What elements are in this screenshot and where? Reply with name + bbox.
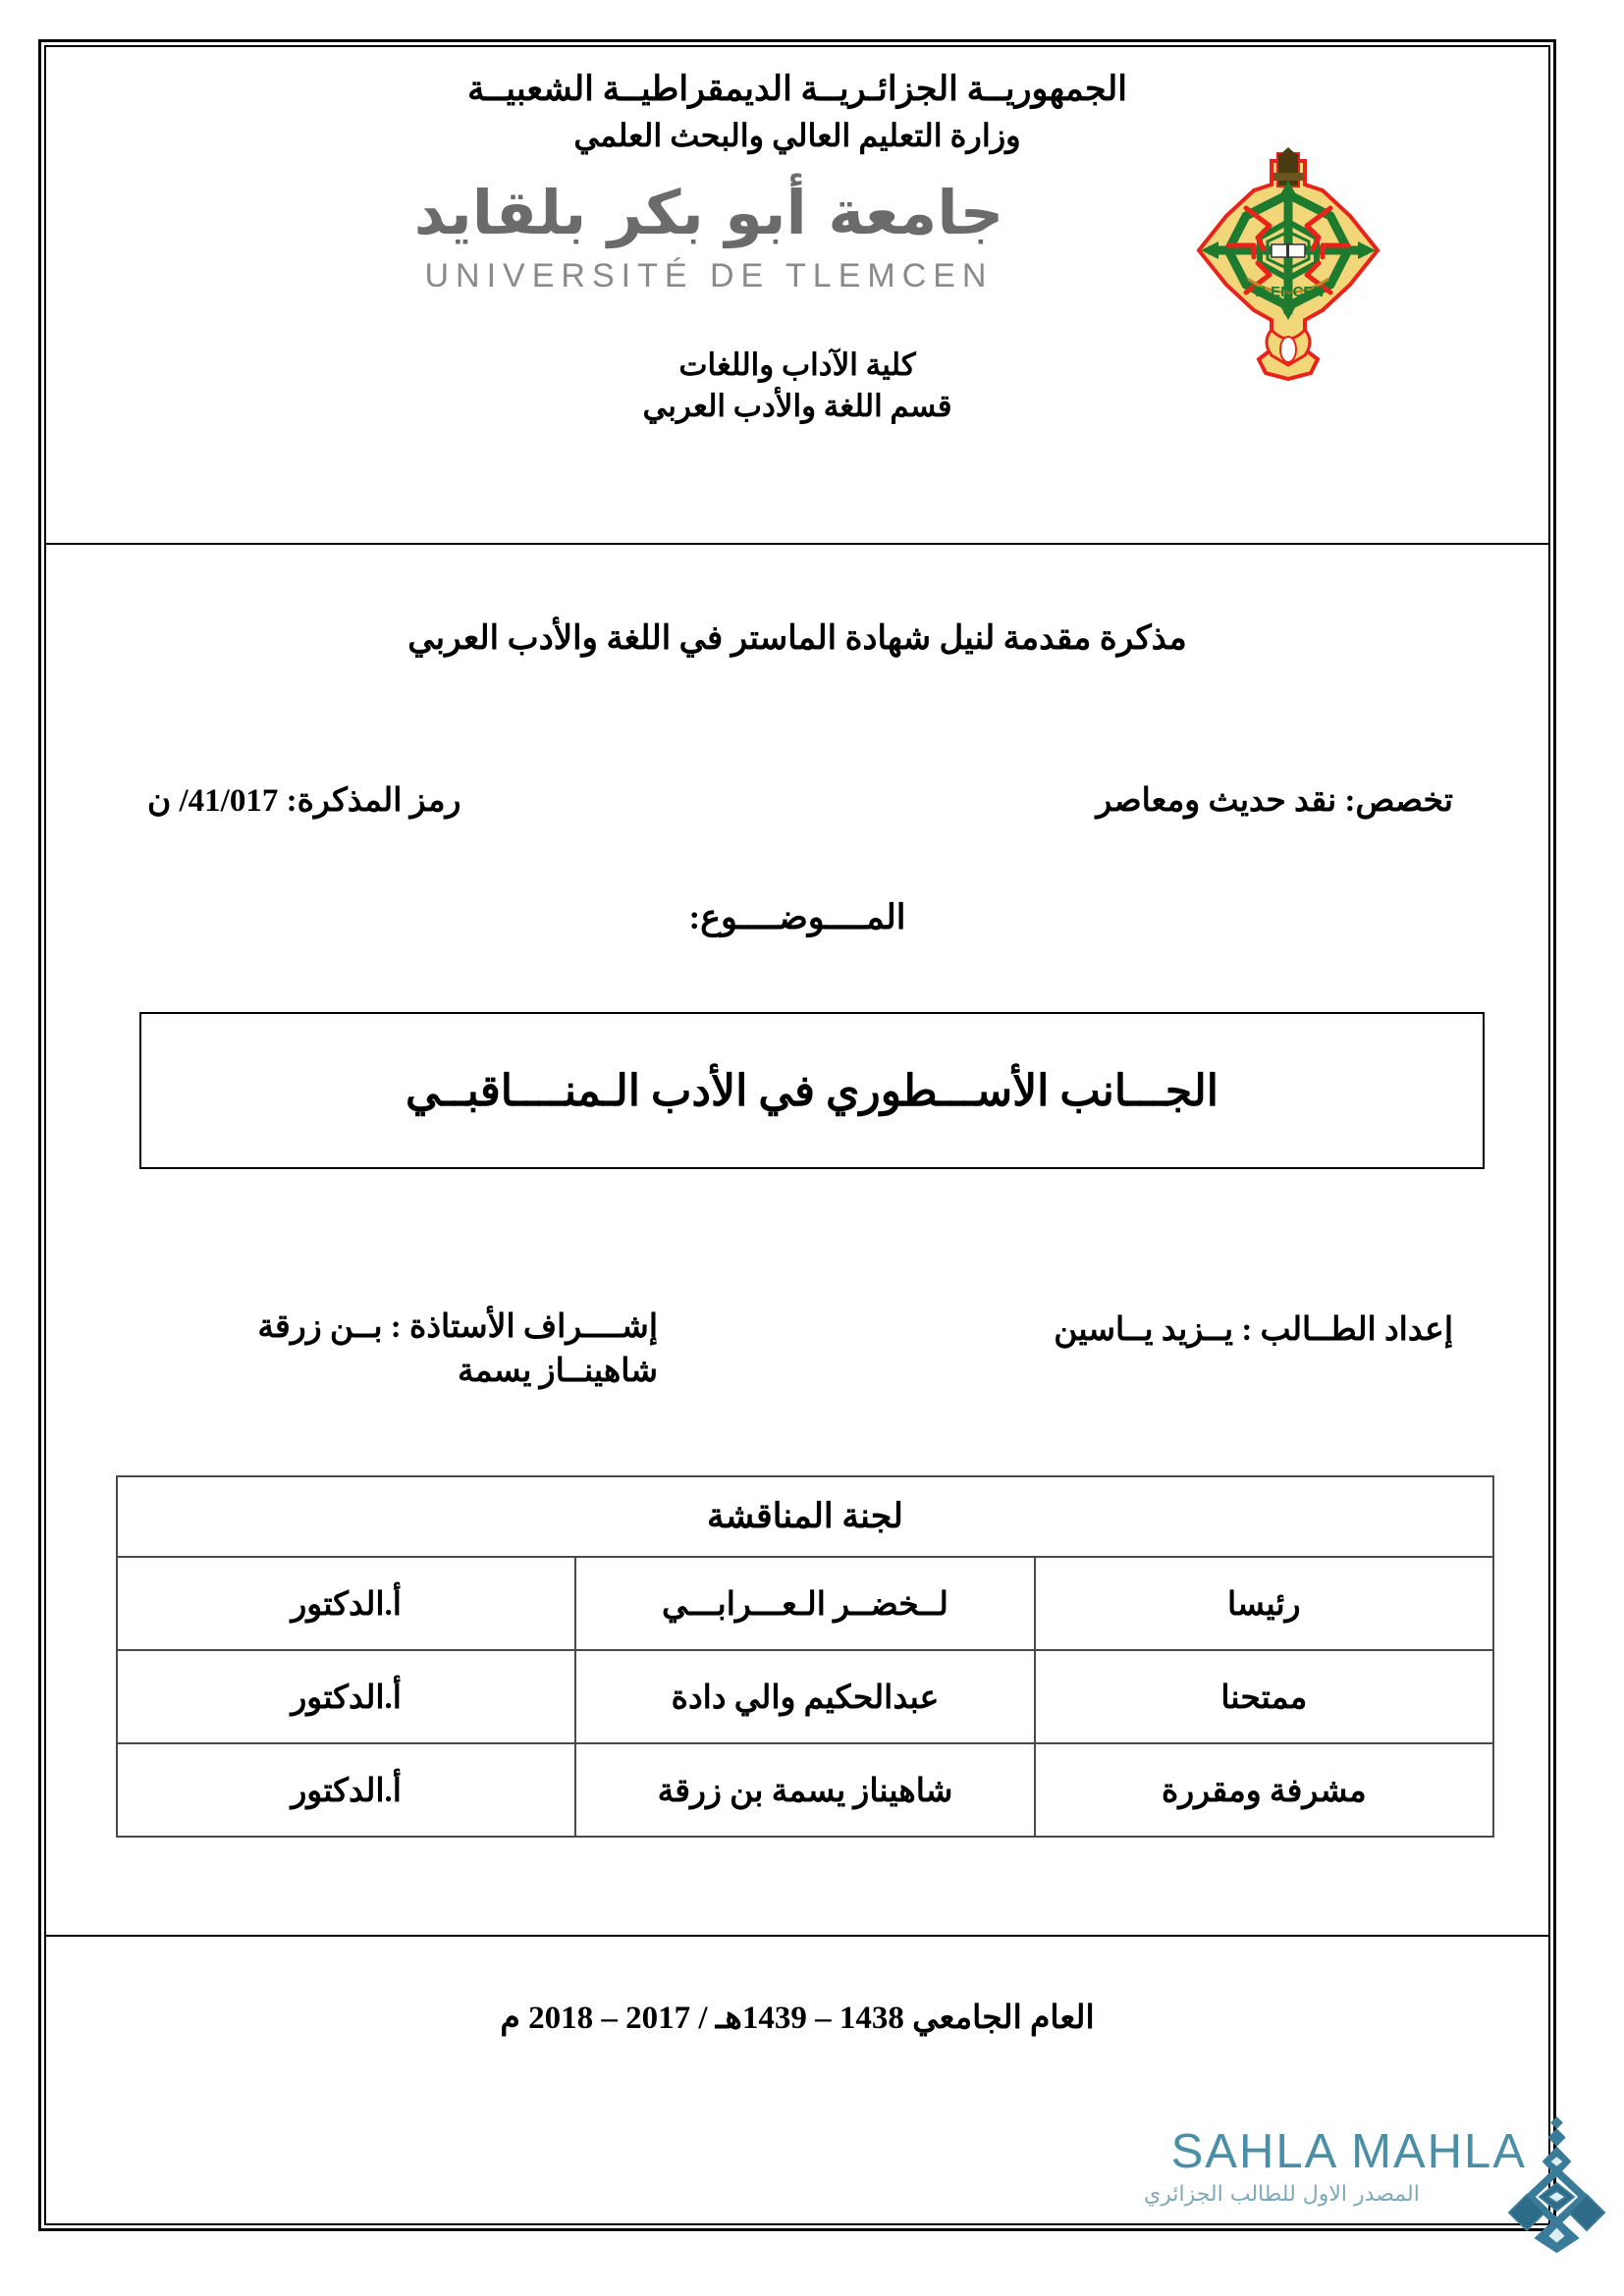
jury-title-2: أ.الدكتور xyxy=(117,1650,575,1743)
author-supervisor-row xyxy=(147,1306,1453,1393)
author-name: إعداد الطــالب : يــزيد يــاسين xyxy=(1054,1312,1453,1348)
header-section-divider xyxy=(46,543,1548,545)
jury-role-2: ممتحنا xyxy=(1035,1650,1493,1743)
academic-year-label: العام الجامعي 1438 – 1439هـ / 2017 – 2018 م xyxy=(500,2001,1095,2036)
sahla-mahla-watermark xyxy=(1144,2125,1605,2256)
university-name-arabic: جامعة أبو بكر بلقايد xyxy=(413,176,1004,248)
footer-section-divider xyxy=(46,1935,1548,1937)
table-header-row xyxy=(117,1476,1493,1557)
university-logo-band xyxy=(46,167,1548,339)
jury-title-1: أ.الدكتور xyxy=(117,1557,575,1650)
university-emblem-icon xyxy=(1185,147,1391,383)
thesis-code-label: رمز المذكرة: 41/017/ ن xyxy=(147,783,461,819)
ministry-heading: وزارة التعليم العالي والبحث العلمي xyxy=(573,117,1021,153)
thesis-title: الجـــانب الأســـطوري في الأدب الـمنــــاقبــي xyxy=(406,1066,1218,1115)
degree-statement: مذكرة مقدمة لنيل شهادة الماستر في اللغة والأدب العربي xyxy=(407,620,1187,657)
university-name-french: UNIVERSITÉ DE TLEMCEN xyxy=(424,256,994,294)
faculty-name: كلية الآداب واللغات xyxy=(678,347,916,382)
jury-role-1: رئيسا xyxy=(1035,1557,1493,1650)
jury-title-3: أ.الدكتور xyxy=(117,1743,575,1837)
thesis-title-box xyxy=(139,1012,1485,1169)
jury-name-3: شاهيناز يسمة بن زرقة xyxy=(575,1743,1034,1837)
supervisor-name: إشــــراف الأستاذة : بــن زرقة شاهينــاز يسمة xyxy=(257,1309,658,1389)
jury-name-1: لــخضــر الـعـــرابـــي xyxy=(575,1557,1034,1650)
table-row xyxy=(117,1557,1493,1650)
thesis-meta-row xyxy=(147,780,1453,820)
jury-role-3: مشرفة ومقررة xyxy=(1035,1743,1493,1837)
watermark-subtitle: المصدر الاول للطالب الجزائري xyxy=(1144,2182,1420,2207)
republic-heading: الجمهوريــة الجزائـريــة الديمقراطيــة الشعبيــة xyxy=(467,70,1127,108)
subject-heading: المــــوضــــوع: xyxy=(688,898,906,936)
table-row xyxy=(117,1743,1493,1837)
jury-heading: لجنة المناقشة xyxy=(117,1476,1493,1557)
header-section xyxy=(46,47,1548,543)
department-name: قسم اللغة والأدب العربي xyxy=(642,388,952,423)
svg-text:TLEMCEN: TLEMCEN xyxy=(1252,283,1325,300)
table-row xyxy=(117,1650,1493,1743)
jury-committee-table xyxy=(116,1475,1494,1838)
watermark-title: SAHLA MAHLA xyxy=(1170,2125,1527,2178)
watermark-text-wrap xyxy=(1144,2125,1527,2207)
jury-name-2: عبدالحكيم والي دادة xyxy=(575,1650,1034,1743)
specialization-label: تخصص: نقد حديث ومعاصر xyxy=(1096,783,1453,819)
sahla-mahla-diamond-icon xyxy=(1505,2116,1608,2254)
